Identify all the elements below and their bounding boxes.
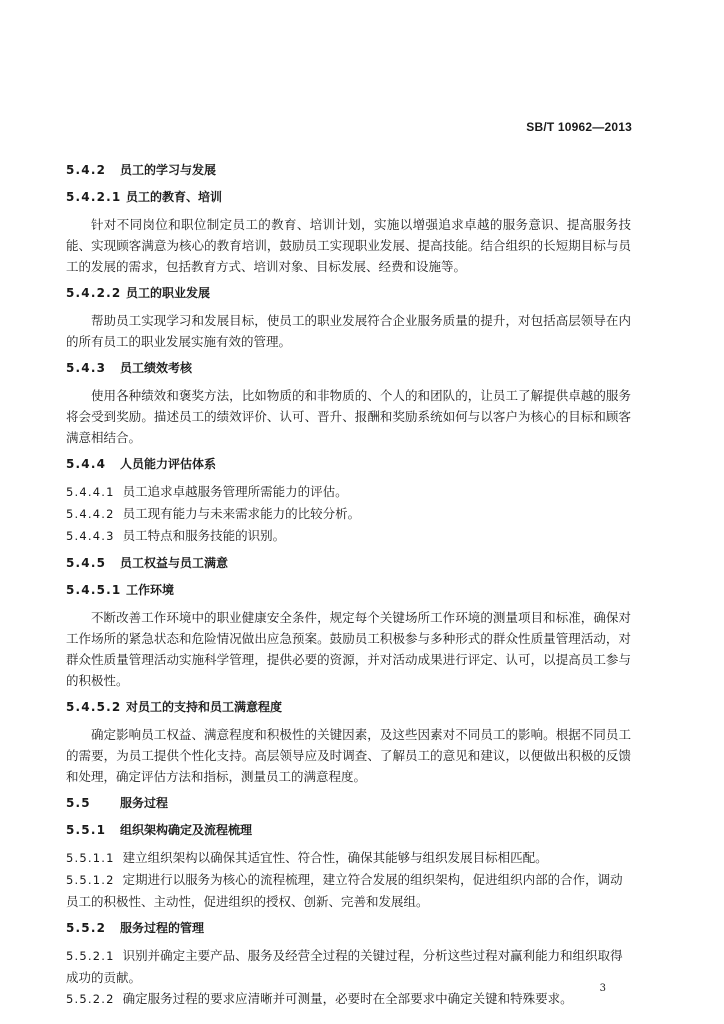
document-code: SB/T 10962—2013 — [526, 120, 632, 134]
section-number: 5.4.2.1 — [66, 190, 122, 204]
item-text: 员工特点和服务技能的识别。 — [122, 528, 286, 543]
section-number: 5.4.5 — [66, 556, 107, 570]
section-number: 5.4.4 — [66, 457, 107, 471]
section-number: 5.4.3 — [66, 361, 107, 375]
heading-5-5-1 — [66, 820, 631, 841]
section-number: 5.5.1 — [66, 823, 107, 837]
page-number: 3 — [599, 983, 606, 994]
heading-5-4-3 — [66, 358, 631, 379]
section-title: 服务过程的管理 — [120, 921, 205, 935]
paragraph-education-training: 针对不同岗位和职位制定员工的教育、培训计划，实施以增强追求卓越的服务意识、提高服务技能、实现顾客满意为核心的教育培训，鼓励员工实现职业发展、提高技能。结合组织的长短期目标与员工的发展的需求，包括教育方式、培训对象、目标发展、经费和设施等。 — [66, 217, 631, 274]
list-item — [66, 869, 631, 912]
section-title: 员工的教育、培训 — [126, 190, 223, 204]
section-title: 组织架构确定及流程梳理 — [120, 823, 253, 837]
paragraph-career-development: 帮助员工实现学习和发展目标，使员工的职业发展符合企业服务质量的提升，对包括高层领导在内的所有员工的职业发展实施有效的管理。 — [66, 313, 631, 349]
section-title: 员工的职业发展 — [126, 286, 211, 300]
heading-5-4-5-1 — [66, 580, 631, 601]
section-number: 5.4.2.2 — [66, 286, 122, 300]
heading-5-4-4 — [66, 454, 631, 475]
section-title: 工作环境 — [126, 583, 175, 597]
list-item — [66, 988, 631, 1010]
item-text: 确定服务过程的要求应清晰并可测量，必要时在全部要求中确定关键和特殊要求。 — [122, 991, 573, 1006]
section-number: 5.4.5.2 — [66, 700, 122, 714]
heading-5-4-2-1 — [66, 187, 631, 208]
section-number: 5.5 — [66, 796, 91, 810]
list-item — [66, 481, 631, 503]
item-number: 5.4.4.2 — [66, 507, 115, 521]
heading-5-5 — [66, 793, 631, 814]
heading-5-4-5 — [66, 553, 631, 574]
list-item — [66, 525, 631, 547]
item-number: 5.5.2.2 — [66, 992, 115, 1006]
section-title: 对员工的支持和员工满意程度 — [126, 700, 283, 714]
item-text: 定期进行以服务为核心的流程梳理，建立符合发展的组织架构，促进组织内部的合作，调动员工的积极性、主动性，促进组织的授权、创新、完善和发展组。 — [66, 872, 623, 909]
paragraph-work-environment: 不断改善工作环境中的职业健康安全条件，规定每个关键场所工作环境的测量项目和标准，确保对工作场所的紧急状态和危险情况做出应急预案。鼓励员工积极参与多种形式的群众性质量管理活动，对群众性质量管理活动实施科学管理，提供必要的资源，并对活动成果进行评定、认可，以提高员工参与的积极性。 — [66, 610, 631, 688]
heading-5-5-2 — [66, 918, 631, 939]
section-number: 5.5.2 — [66, 921, 107, 935]
item-number: 5.5.1.2 — [66, 873, 115, 887]
heading-5-4-5-2 — [66, 697, 631, 718]
section-title: 员工的学习与发展 — [120, 163, 217, 177]
section-title: 员工绩效考核 — [120, 361, 193, 375]
item-text: 员工现有能力与未来需求能力的比较分析。 — [122, 506, 361, 521]
paragraph-performance-review: 使用各种绩效和褒奖方法，比如物质的和非物质的、个人的和团队的，让员工了解提供卓越的服务将会受到奖励。描述员工的绩效评价、认可、晋升、报酬和奖励系统如何与以客户为核心的目标和顾客满意相结合。 — [66, 388, 631, 445]
item-number: 5.5.2.1 — [66, 949, 115, 963]
section-title: 员工权益与员工满意 — [120, 556, 229, 570]
list-item — [66, 847, 631, 869]
item-text: 建立组织架构以确保其适宜性、符合性，确保其能够与组织发展目标相匹配。 — [122, 850, 548, 865]
heading-5-4-2-2 — [66, 283, 631, 304]
section-title: 服务过程 — [120, 796, 169, 810]
item-number: 5.4.4.3 — [66, 529, 115, 543]
paragraph-employee-support: 确定影响员工权益、满意程度和积极性的关键因素，及这些因素对不同员工的影响。根据不同员工的需要，为员工提供个性化支持。高层领导应及时调查、了解员工的意见和建议，以便做出积极的反馈和处理，确定评估方法和指标，测量员工的满意程度。 — [66, 727, 631, 784]
item-text: 识别并确定主要产品、服务及经营全过程的关键过程，分析这些过程对赢利能力和组织取得成功的贡献。 — [66, 948, 623, 985]
list-item — [66, 945, 631, 988]
item-number: 5.4.4.1 — [66, 485, 115, 499]
section-number: 5.4.5.1 — [66, 583, 122, 597]
section-number: 5.4.2 — [66, 163, 107, 177]
section-title: 人员能力评估体系 — [120, 457, 217, 471]
item-text: 员工追求卓越服务管理所需能力的评估。 — [122, 484, 348, 499]
list-item — [66, 503, 631, 525]
item-number: 5.5.1.1 — [66, 851, 115, 865]
document-body — [66, 160, 631, 1010]
heading-5-4-2 — [66, 160, 631, 181]
